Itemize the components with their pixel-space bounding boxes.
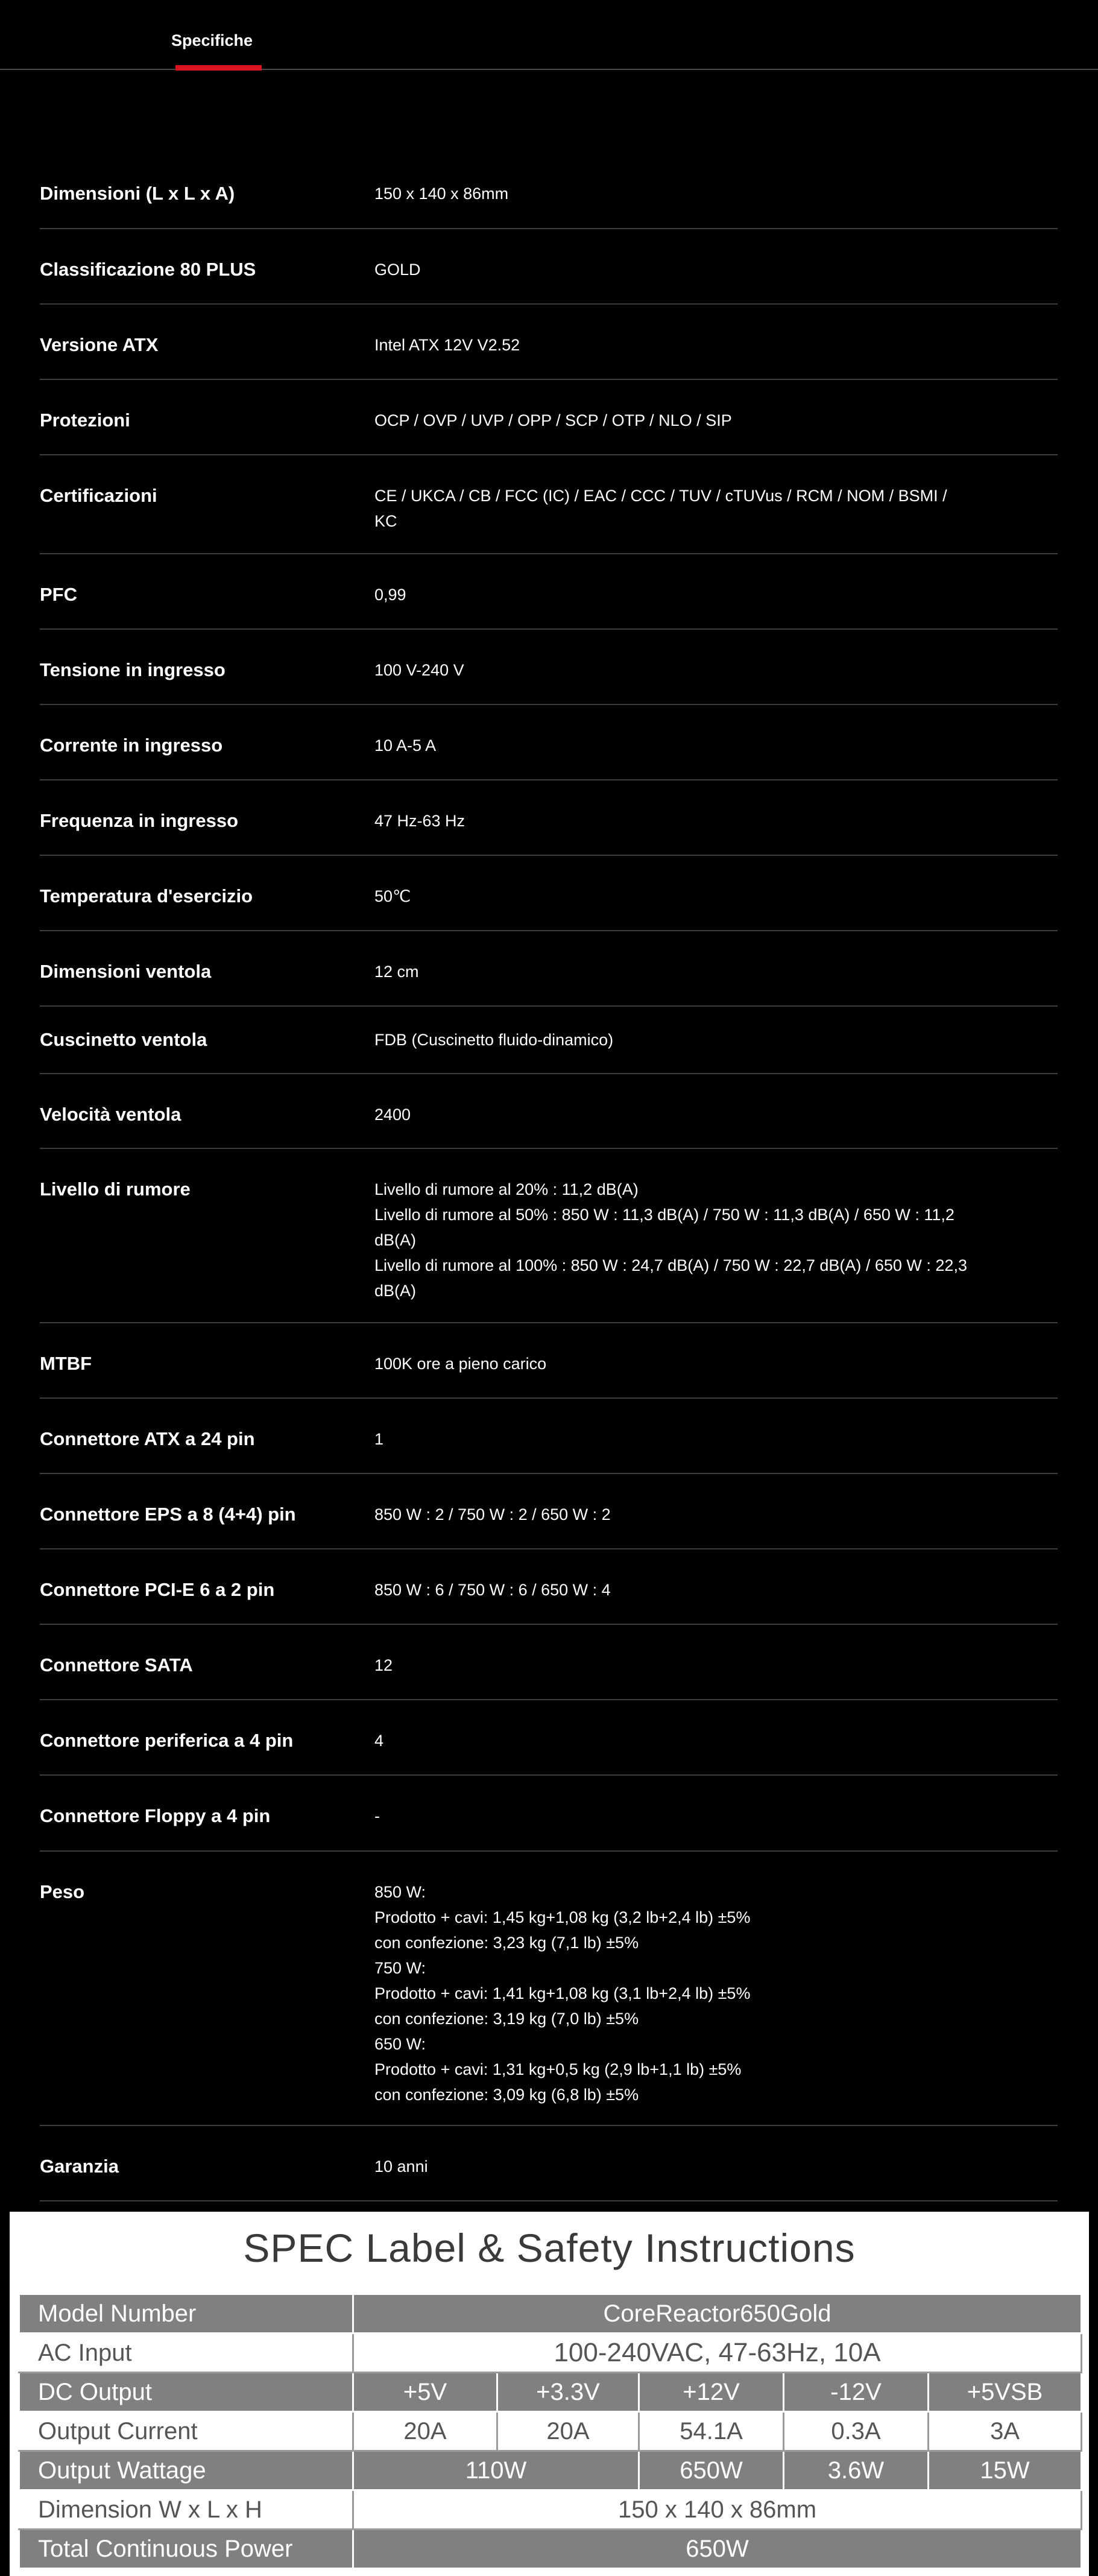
wattage-neg12v: 3.6W <box>784 2451 929 2490</box>
spec-value: 0,99 <box>374 586 406 604</box>
spec-row <box>40 380 1058 455</box>
dimension-value: 150 x 140 x 86mm <box>353 2490 1082 2530</box>
ac-input-value: 100-240VAC, 47-63Hz, 10A <box>353 2334 1082 2373</box>
spec-value: 850 W: Prodotto + cavi: 1,45 kg+1,08 kg (3,2 lb+2,4 lb) ±5% con confezione: 3,23 kg (7,1 lb) ±5% 750 W: Prodotto + cavi: 1,41 kg+1,08 kg (3,1 lb+2,4 lb) ±5% con confezione: 3,19 kg (7,0 lb) ±5% 650 W: Prodotto + cavi: 1,31 kg+0,5 kg (2,9 lb+1,1 lb) ±5% con confezione: 3,09 kg (6,8 lb) ±5% <box>374 1883 751 2104</box>
spec-label: MTBF <box>40 1353 92 1374</box>
spec-row <box>40 1549 1058 1625</box>
current-5v: 20A <box>353 2412 497 2451</box>
spec-label: Connettore PCI-E 6 a 2 pin <box>40 1579 275 1600</box>
current-5vsb: 3A <box>929 2412 1082 2451</box>
spec-label: Classificazione 80 PLUS <box>40 259 256 280</box>
spec-row <box>40 630 1058 705</box>
spec-value: 12 cm <box>374 963 419 981</box>
spec-row <box>40 1625 1058 1700</box>
current-12v: 54.1A <box>639 2412 784 2451</box>
spec-value: 100 V-240 V <box>374 661 464 679</box>
spec-label: Connettore SATA <box>40 1654 193 1676</box>
rail-neg12v: -12V <box>784 2373 929 2412</box>
wattage-combined: 110W <box>353 2451 639 2490</box>
spec-row <box>40 780 1058 856</box>
active-tab-indicator <box>175 65 262 71</box>
spec-label: Connettore ATX a 24 pin <box>40 1428 255 1449</box>
rail-12v: +12V <box>639 2373 784 2412</box>
spec-row <box>40 1323 1058 1399</box>
spec-value: FDB (Cuscinetto fluido-dinamico) <box>374 1031 614 1049</box>
spec-row <box>40 705 1058 780</box>
spec-row <box>40 931 1058 1007</box>
spec-value: 850 W : 2 / 750 W : 2 / 650 W : 2 <box>374 1505 611 1524</box>
spec-row <box>40 554 1058 630</box>
spec-label: Garanzia <box>40 2156 119 2177</box>
spec-row <box>40 1700 1058 1776</box>
spec-row <box>40 229 1058 305</box>
spec-value: GOLD <box>374 261 421 279</box>
spec-label: Connettore Floppy a 4 pin <box>40 1805 271 1826</box>
dc-output-label: DC Output <box>19 2373 353 2412</box>
spec-value: 4 <box>374 1732 384 1750</box>
spec-label: Corrente in ingresso <box>40 735 223 756</box>
current-3v3: 20A <box>497 2412 639 2451</box>
spec-row <box>40 856 1058 931</box>
tab-bar <box>0 0 1098 70</box>
model-number-value: CoreReactor650Gold <box>353 2294 1082 2334</box>
spec-value: 50℃ <box>374 887 411 905</box>
tab-specifiche[interactable]: Specifiche <box>171 31 253 49</box>
rail-3v3: +3.3V <box>497 2373 639 2412</box>
current-neg12v: 0.3A <box>784 2412 929 2451</box>
spec-row <box>40 1776 1058 1852</box>
rail-5vsb: +5VSB <box>929 2373 1082 2412</box>
spec-value: 150 x 140 x 86mm <box>374 185 509 203</box>
spec-value: OCP / OVP / UVP / OPP / SCP / OTP / NLO / SIP <box>374 411 732 429</box>
spec-label: Protezioni <box>40 410 130 431</box>
wattage-5vsb: 15W <box>929 2451 1082 2490</box>
spec-value: 1 <box>374 1430 384 1448</box>
spec-row <box>40 1474 1058 1549</box>
spec-value: Livello di rumore al 20% : 11,2 dB(A) Livello di rumore al 50% : 850 W : 11,3 dB(A) / 750 W : 11,3 dB(A) / 650 W : 11,2 dB(A) Livello di rumore al 100% : 850 W : 24,7 dB(A) / 750 W : 22,7 dB(A) / 650 W : 22,3 dB(A) <box>374 1180 967 1300</box>
spec-label: Dimensioni ventola <box>40 961 212 982</box>
spec-value: Intel ATX 12V V2.52 <box>374 336 520 354</box>
spec-label-title: SPEC Label & Safety Instructions <box>243 2226 856 2270</box>
spec-value: 10 anni <box>374 2157 428 2176</box>
spec-label: Dimensioni (L x L x A) <box>40 183 235 204</box>
output-current-label: Output Current <box>19 2412 353 2451</box>
spec-label-table <box>18 2293 1082 2569</box>
spec-label: Temperatura d'esercizio <box>40 885 253 907</box>
spec-label: Connettore EPS a 8 (4+4) pin <box>40 1504 296 1525</box>
spec-label: PFC <box>40 584 77 605</box>
spec-value: CE / UKCA / CB / FCC (IC) / EAC / CCC / TUV / cTUVus / RCM / NOM / BSMI / KC <box>374 487 947 530</box>
spec-row <box>40 1149 1058 1323</box>
spec-value: 2400 <box>374 1106 411 1124</box>
total-power-value: 650W <box>353 2530 1082 2569</box>
spec-table <box>40 153 1058 2201</box>
ac-input-label: AC Input <box>19 2334 353 2373</box>
spec-label-image <box>10 2212 1089 2576</box>
spec-value: 10 A-5 A <box>374 736 437 755</box>
spec-value: 12 <box>374 1656 393 1674</box>
spec-label: Versione ATX <box>40 334 159 355</box>
spec-row <box>40 1074 1058 1149</box>
spec-row <box>40 2126 1058 2201</box>
spec-row <box>40 305 1058 380</box>
output-wattage-label: Output Wattage <box>19 2451 353 2490</box>
spec-label: Velocità ventola <box>40 1104 181 1125</box>
wattage-12v: 650W <box>639 2451 784 2490</box>
spec-label: Cuscinetto ventola <box>40 1029 207 1050</box>
spec-row <box>40 153 1058 229</box>
spec-row <box>40 1007 1058 1074</box>
spec-row <box>40 455 1058 554</box>
spec-label: Connettore periferica a 4 pin <box>40 1730 294 1751</box>
spec-value: - <box>374 1807 380 1825</box>
spec-row <box>40 1399 1058 1474</box>
spec-label: Certificazioni <box>40 485 157 506</box>
spec-label: Livello di rumore <box>40 1179 191 1200</box>
spec-label: Frequenza in ingresso <box>40 810 239 831</box>
spec-row <box>40 1852 1058 2126</box>
spec-label: Tensione in ingresso <box>40 659 226 680</box>
dimension-label: Dimension W x L x H <box>19 2490 353 2530</box>
model-number-label: Model Number <box>19 2294 353 2334</box>
spec-value: 850 W : 6 / 750 W : 6 / 650 W : 4 <box>374 1581 611 1599</box>
spec-value: 47 Hz-63 Hz <box>374 812 465 830</box>
spec-label: Peso <box>40 1881 85 1902</box>
spec-value: 100K ore a pieno carico <box>374 1355 547 1373</box>
total-power-label: Total Continuous Power <box>19 2530 353 2569</box>
rail-5v: +5V <box>353 2373 497 2412</box>
